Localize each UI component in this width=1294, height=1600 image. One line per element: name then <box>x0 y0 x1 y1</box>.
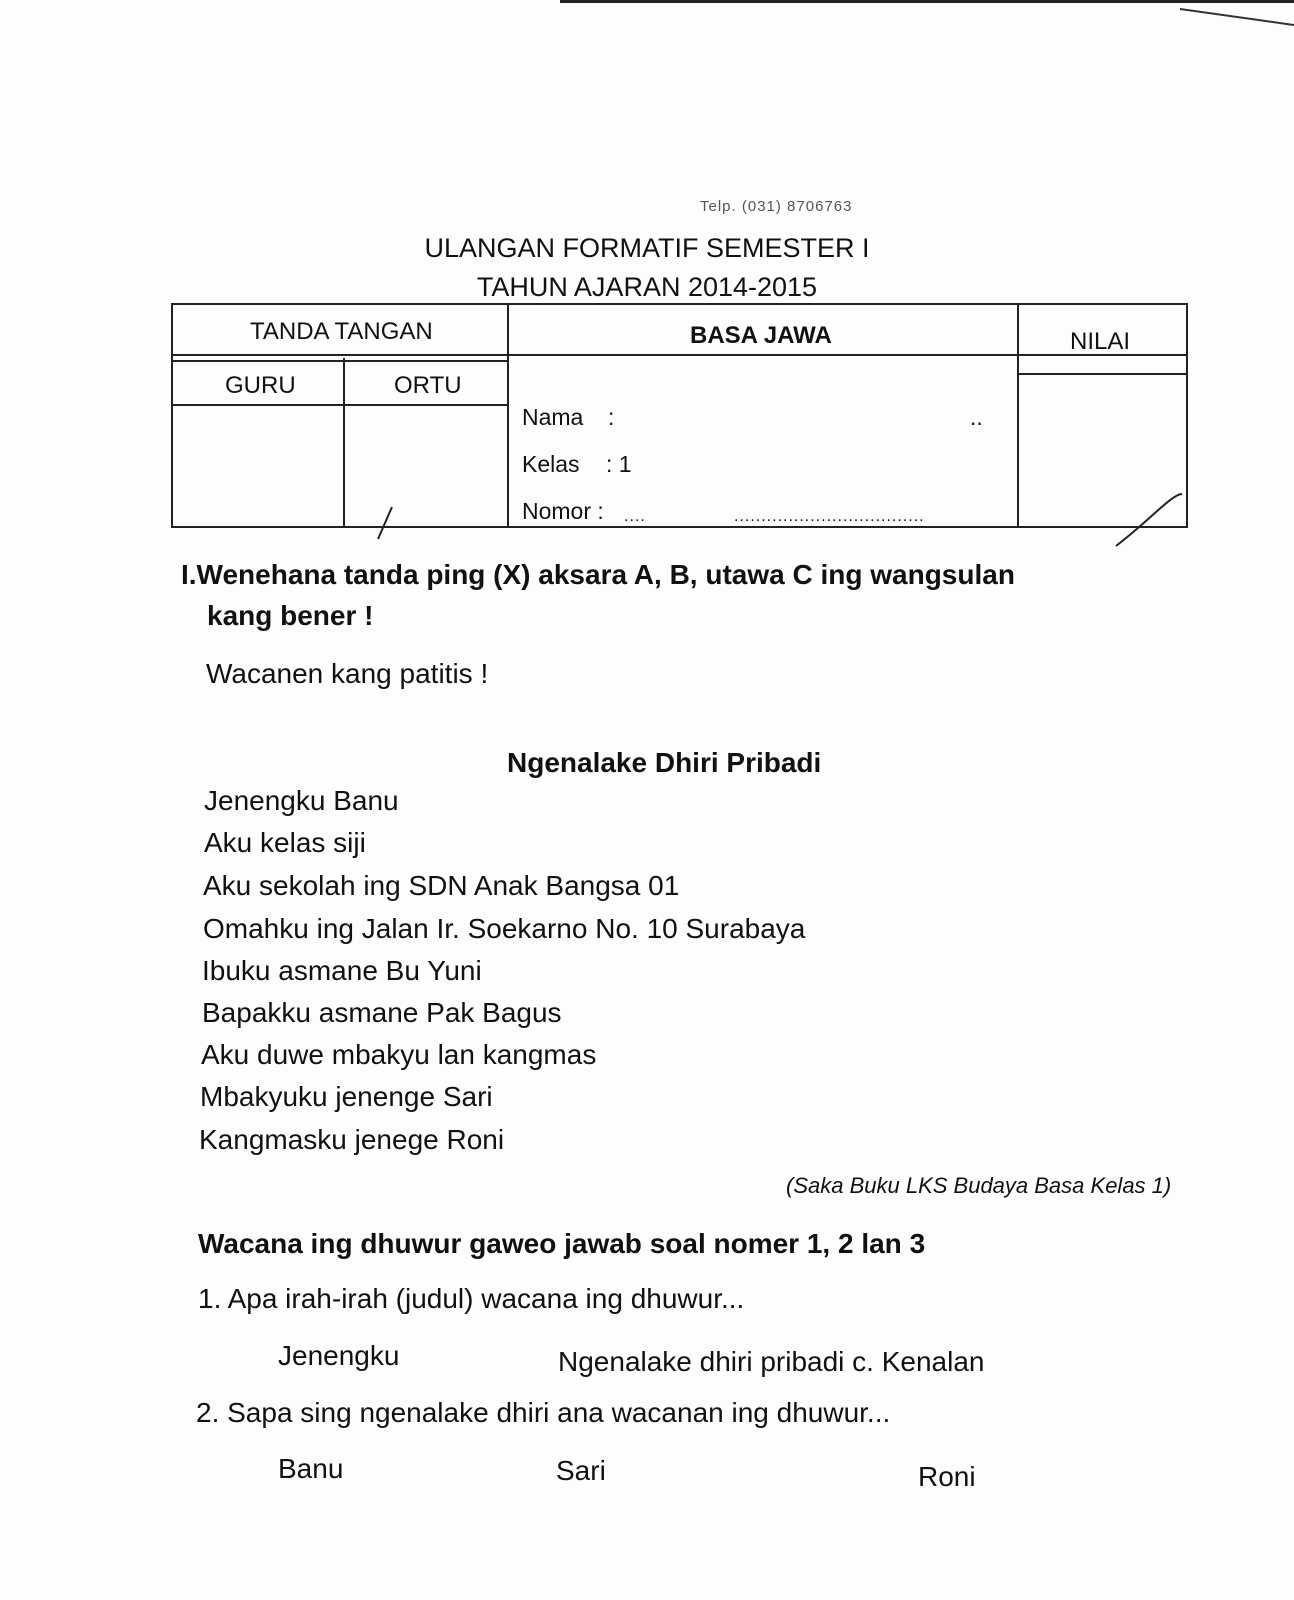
pen-mark <box>370 505 400 541</box>
academic-year: TAHUN AJARAN 2014-2015 <box>476 272 818 302</box>
passage-title: Ngenalake Dhiri Pribadi <box>507 747 822 778</box>
passage-line: Kangmasku jenege Roni <box>199 1124 505 1155</box>
signature-header: TANDA TANGAN <box>250 318 433 345</box>
question-1-option[interactable]: Jenengku <box>278 1340 400 1371</box>
question-1-option[interactable]: Ngenalake dhiri pribadi c. Kenalan <box>558 1346 985 1377</box>
table-divider <box>1017 373 1188 375</box>
scan-edge-tail <box>1180 8 1294 27</box>
instruction-line-1: I.Wenehana tanda ping (X) aksara A, B, utawa C ing wangsulan <box>181 559 1015 590</box>
table-divider <box>171 404 509 406</box>
number-dotted-line[interactable]: ................................... <box>734 508 925 525</box>
name-label: Nama <box>522 404 584 430</box>
table-divider <box>171 360 509 362</box>
number-label: Nomor : <box>522 498 604 524</box>
instruction-line-2: kang bener ! <box>207 600 374 631</box>
table-divider <box>1017 303 1019 528</box>
question-2-option[interactable]: Roni <box>918 1461 976 1492</box>
passage-line: Mbakyuku jenenge Sari <box>200 1081 493 1112</box>
table-divider <box>343 358 345 528</box>
pen-mark <box>1110 490 1190 550</box>
exam-title: ULANGAN FORMATIF SEMESTER I <box>424 233 870 263</box>
subject-name: BASA JAWA <box>690 322 832 349</box>
table-divider <box>171 354 1188 356</box>
scan-edge-line <box>560 0 1294 3</box>
question-2-option[interactable]: Sari <box>556 1455 606 1486</box>
passage-line: Omahku ing Jalan Ir. Soekarno No. 10 Surabaya <box>203 913 806 944</box>
question-1: 1. Apa irah-irah (judul) wacana ing dhuwur... <box>198 1283 745 1314</box>
name-colon: : <box>608 404 615 430</box>
questions-intro: Wacana ing dhuwur gaweo jawab soal nomer 1, 2 lan 3 <box>198 1228 926 1259</box>
number-field[interactable]: .... <box>624 508 646 525</box>
passage-line: Aku kelas siji <box>204 827 366 858</box>
table-divider <box>507 303 509 528</box>
passage-line: Jenengku Banu <box>204 785 399 816</box>
question-2: 2. Sapa sing ngenalake dhiri ana wacanan ing dhuwur... <box>196 1397 891 1428</box>
passage-line: Aku duwe mbakyu lan kangmas <box>201 1039 597 1070</box>
question-2-option[interactable]: Banu <box>278 1453 344 1484</box>
read-prompt: Wacanen kang patitis ! <box>206 658 489 689</box>
passage-source: (Saka Buku LKS Budaya Basa Kelas 1) <box>786 1173 1172 1198</box>
name-field[interactable]: .. <box>970 404 983 430</box>
parent-signature-label: ORTU <box>394 372 462 399</box>
passage-line: Aku sekolah ing SDN Anak Bangsa 01 <box>203 870 680 901</box>
score-header: NILAI <box>1070 328 1131 355</box>
passage-line: Bapakku asmane Pak Bagus <box>202 997 562 1028</box>
class-value: : 1 <box>606 451 632 477</box>
passage-line: Ibuku asmane Bu Yuni <box>202 955 482 986</box>
teacher-signature-label: GURU <box>225 372 296 399</box>
school-telephone: Telp. (031) 8706763 <box>700 198 853 215</box>
class-label: Kelas <box>522 451 580 477</box>
